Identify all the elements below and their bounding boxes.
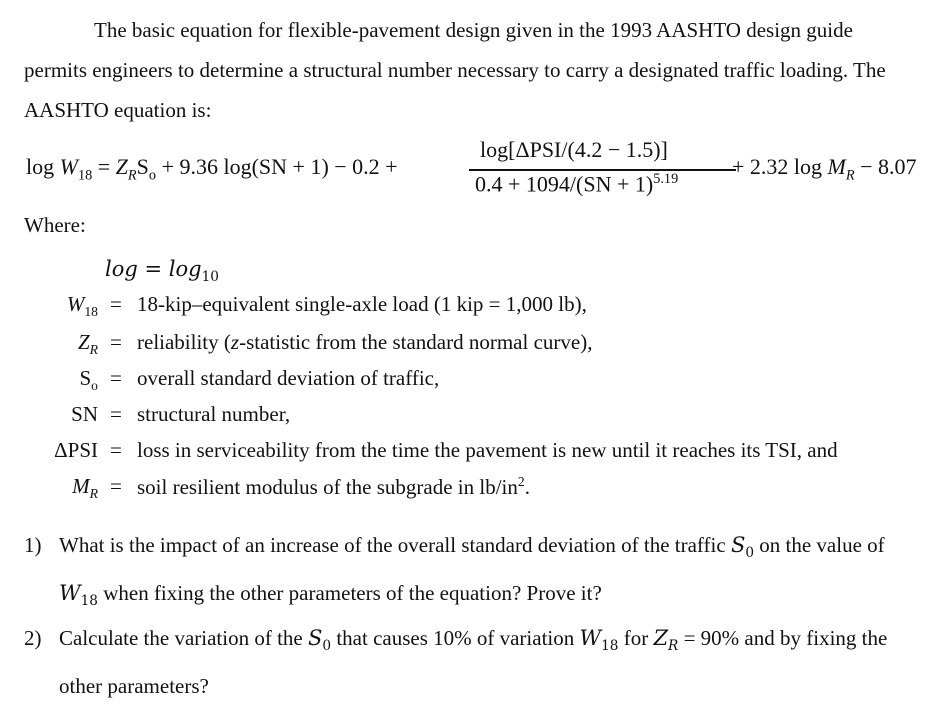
definition-mr: $M_R$ = soil resilient modulus of the subgrade in $lb/in^2$. [72, 474, 530, 502]
definition-w18: $W_{18}$ = 18-kip–equivalent single-axle load (1 kip = 1,000 lb), [66, 292, 587, 320]
equation-lhs: $\log W_{18} = Z_RS_o + 9.36$ log(SN + 1) − 0.2 + [26, 154, 398, 184]
definition-zr: $Z_R$ = reliability (z-statistic from the standard normal curve), [77, 330, 593, 358]
definition-sn: SN = structural number, [71, 402, 291, 426]
question-2: 2) Calculate the variation of the $S_0$ that causes 10% of variation $W_{18}$ for $Z_R = 90\%$ and by fixing the other parameters? [24, 626, 888, 699]
equation-rhs: + 2.32 $\log M_R - 8.07$ [732, 154, 917, 184]
aashto-equation [26, 137, 926, 207]
fraction-denominator: 0.4 + 1094/(SN + 1)$^{5.19}$ [475, 171, 679, 197]
where-label: Where: [24, 213, 86, 237]
intro-paragraph [24, 10, 919, 130]
definition-so: $S_o$ = overall standard deviation of traffic, [79, 366, 440, 394]
fraction-numerator: log[ΔPSI/(4.2 − 1.5)] [480, 137, 668, 162]
question-1: 1) What is the impact of an increase of the overall standard deviation of the traffic $S_0$ on the value of $W_{18}$ when fixing the other parameters of the equation? Prove it? [24, 533, 885, 610]
log-definition: $\log = \log_{10}$ [105, 257, 219, 286]
intro-text: The basic equation for flexible-pavement design given in the 1993 AASHTO design guide permits engineers to determine a structural number necessary to carry a designated traffic loading. The AASHTO equation is: [24, 18, 886, 122]
definition-delta-psi: ΔPSI = loss in serviceability from the time the pavement is new until it reaches its TSI, and [54, 438, 838, 462]
